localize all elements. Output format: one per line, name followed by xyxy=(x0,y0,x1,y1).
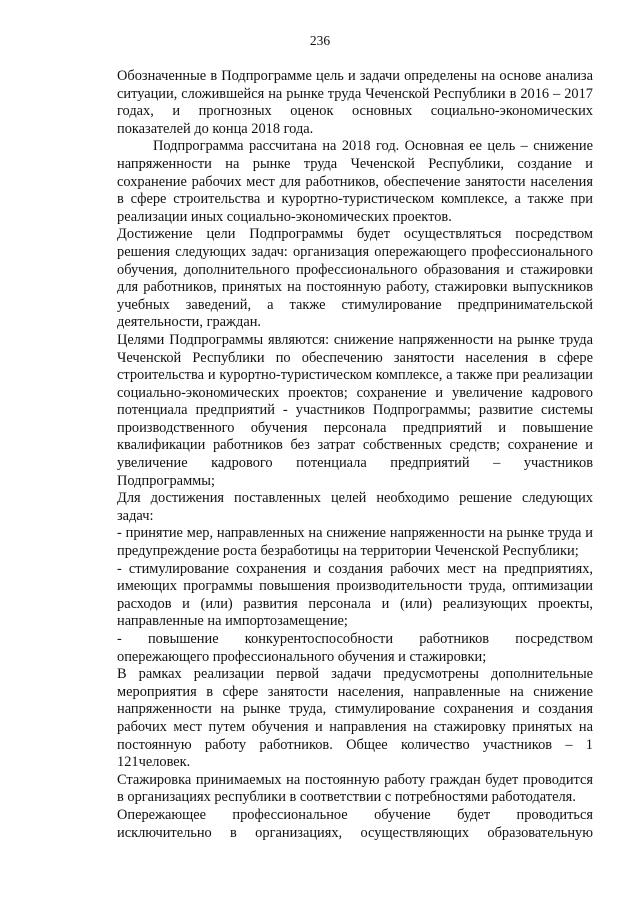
paragraph-internship: Стажировка принимаемых на постоянную работу граждан будет проводится в организациях республики в соответствии с потребностями работодателя. xyxy=(117,771,593,806)
list-item-task-1: - принятие мер, направленных на снижение напряженности на рынке труда и предупреждение роста безработицы на территории Чеченской Республики; xyxy=(117,525,593,560)
paragraph-goal-achievement: Достижение цели Подпрограммы будет осуществляться посредством решения следующих задач: организация опережающего профессионального обучения, дополнительного профессионального образования и стажировки для работников, принятых на постоянную работу, стажировки выпускников учебных заведений, а также стимулирование предпринимательской деятельности, граждан. xyxy=(117,226,593,331)
paragraph-subprogram-period: Подпрограмма рассчитана на 2018 год. Основная ее цель – снижение напряженности на рынке труда Чеченской Республики, создание и сохранение рабочих мест для работников, обеспечение занятости населения в сфере строительства и курортно-туристическом комплексе, а также при реализации иных социально-экономических проектов. xyxy=(117,138,593,225)
page-number: 236 xyxy=(309,33,331,48)
paragraph-tasks-intro: Для достижения поставленных целей необходимо решение следующих задач: xyxy=(117,490,593,524)
paragraph-first-task-measures: В рамках реализации первой задачи предусмотрены дополнительные мероприятия в сфере занятости населения, направленные на снижение напряженности на рынке труда, стимулирование сохранения и создания рабочих мест путем обучения и направления на стажировку принятых на постоянную работу работников. Общее количество участников – 1 121человек. xyxy=(117,666,593,771)
paragraph-advanced-training: Опережающее профессиональное обучение будет проводиться исключительно в организациях, осуществляющих образовательную xyxy=(117,806,593,841)
paragraph-subprogram-aims: Целями Подпрограммы являются: снижение напряженности на рынке труда Чеченской Республики по обеспечению занятости населения в сфере строительства и курортно-туристическом комплексе, а также при реализации социально-экономических проектов; сохранение и увеличение кадрового потенциала предприятий - участников Подпрограммы; развитие системы производственного обучения персонала предприятий и повышение квалификации работников без затрат собственных средств; сохранение и увеличение кадрового потенциала предприятий – участников Подпрограммы; xyxy=(117,331,593,489)
list-item-task-3: - повышение конкурентоспособности работников посредством опережающего профессионального обучения и стажировки; xyxy=(117,631,593,665)
paragraph-goals-basis: Обозначенные в Подпрограмме цель и задачи определены на основе анализа ситуации, сложившейся на рынке труда Чеченской Республики в 2016 – 2017 годах, и прогнозных оценок основных социально-экономических показателей до конца 2018 года. xyxy=(117,68,593,137)
list-item-task-2: - стимулирование сохранения и создания рабочих мест на предприятиях, имеющих программы повышения производительности труда, оптимизации расходов и (или) развития персонала и (или) реализующих проекты, направленные на импортозамещение; xyxy=(117,560,593,630)
body-text xyxy=(117,68,593,842)
